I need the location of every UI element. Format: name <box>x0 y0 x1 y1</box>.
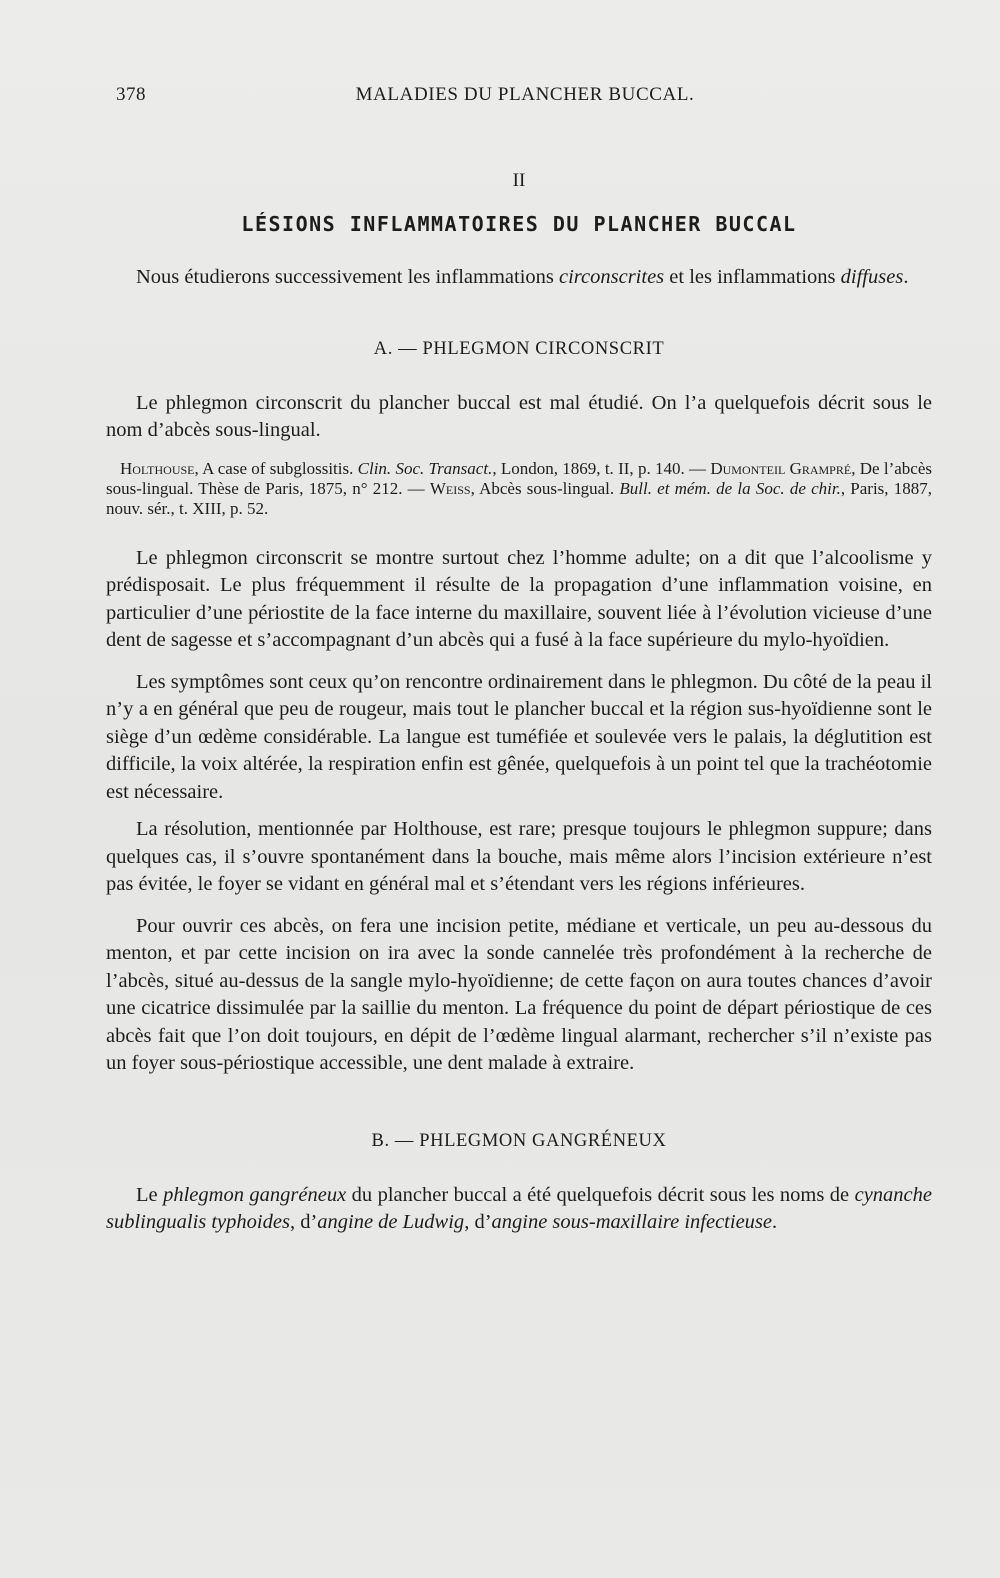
page-number: 378 <box>116 84 146 105</box>
section-a-paragraph-3: Les symptômes sont ceux qu’on rencontre ordinairement dans le phlegmon. Du côté de la peau il n’y a en général que peu de rougeur, mais tout le plancher buccal et la région sus-hyoïdienne sont le siège d’un œdème considérable. La langue est tuméfiée et soulevée vers le palais, la déglutition est difficile, la voix altérée, la respiration enfin est gênée, quelquefois à un point tel que la trachéotomie est nécessaire. <box>106 670 932 803</box>
chapter-title: LÉSIONS INFLAMMATOIRES DU PLANCHER BUCCAL <box>241 212 797 236</box>
page-content <box>106 168 932 1237</box>
section-a-paragraph-5: Pour ouvrir ces abcès, on fera une incision petite, médiane et verticale, un peu au-dessous du menton, et par cette incision on ira avec la sonde cannelée très profondément à la recherche de l’abcès, situé au-dessus de la sangle mylo-hyoïdienne; de cette façon on aura toutes chances d’avoir une cicatrice dissimulée par la saillie du menton. La fréquence du point de départ périostique de ces abcès fait que l’on doit toujours, en dépit de l’œdème lingual alarmant, rechercher s’il n’existe pas un foyer sous-périostique accessible, une dent malade à extraire. <box>106 914 932 1074</box>
page-header <box>116 84 934 114</box>
intro-paragraph: Nous étudierons successivement les inflammations circonscrites et les inflammations diffuses. <box>136 266 909 288</box>
chapter-number: II <box>512 170 526 191</box>
references: Holthouse, A case of subglossitis. Clin. Soc. Transact., London, 1869, t. II, p. 140. — Dumonteil Grampré, De l’abcès sous-lingual. Thèse de Paris, 1875, n° 212. — Weiss, Abcès sous-lingual. Bull. et mém. de la Soc. de chir., Paris, 1887, nouv. sér., t. XIII, p. 52. <box>106 458 932 518</box>
running-head: MALADIES DU PLANCHER BUCCAL. <box>355 84 695 105</box>
section-a-heading: A. — PHLEGMON CIRCONSCRIT <box>373 338 665 359</box>
section-a-paragraph-4: La résolution, mentionnée par Holthouse, est rare; presque toujours le phlegmon suppure; dans quelques cas, il s’ouvre spontanément dans la bouche, mais même alors l’incision extérieure n’est pas évitée, le foyer se vidant en général mal et s’étendant vers les régions inférieures. <box>106 818 932 895</box>
section-a-paragraph-1: Le phlegmon circonscrit du plancher buccal est mal étudié. On l’a quelquefois décrit sous le nom d’abcès sous-lingual. <box>106 391 932 441</box>
section-b-paragraph-1: Le phlegmon gangréneux du plancher buccal a été quelquefois décrit sous les noms de cynanche sublingualis typhoides, d’angine de Ludwig, d’angine sous-maxillaire infectieuse. <box>106 1183 933 1233</box>
section-a-paragraph-2: Le phlegmon circonscrit se montre surtout chez l’homme adulte; on a dit que l’alcoolisme y prédisposait. Le plus fréquemment il résulte de la propagation d’une inflammation voisine, en particulier d’une périostite de la face interne du maxillaire, souvent liée à l’évolution vicieuse d’une dent de sagesse et s’accompagnant d’un abcès qui a fusé à la face supérieure du mylo-hyoïdien. <box>106 546 932 651</box>
section-b-heading: B. — PHLEGMON GANGRÉNEUX <box>371 1130 667 1151</box>
